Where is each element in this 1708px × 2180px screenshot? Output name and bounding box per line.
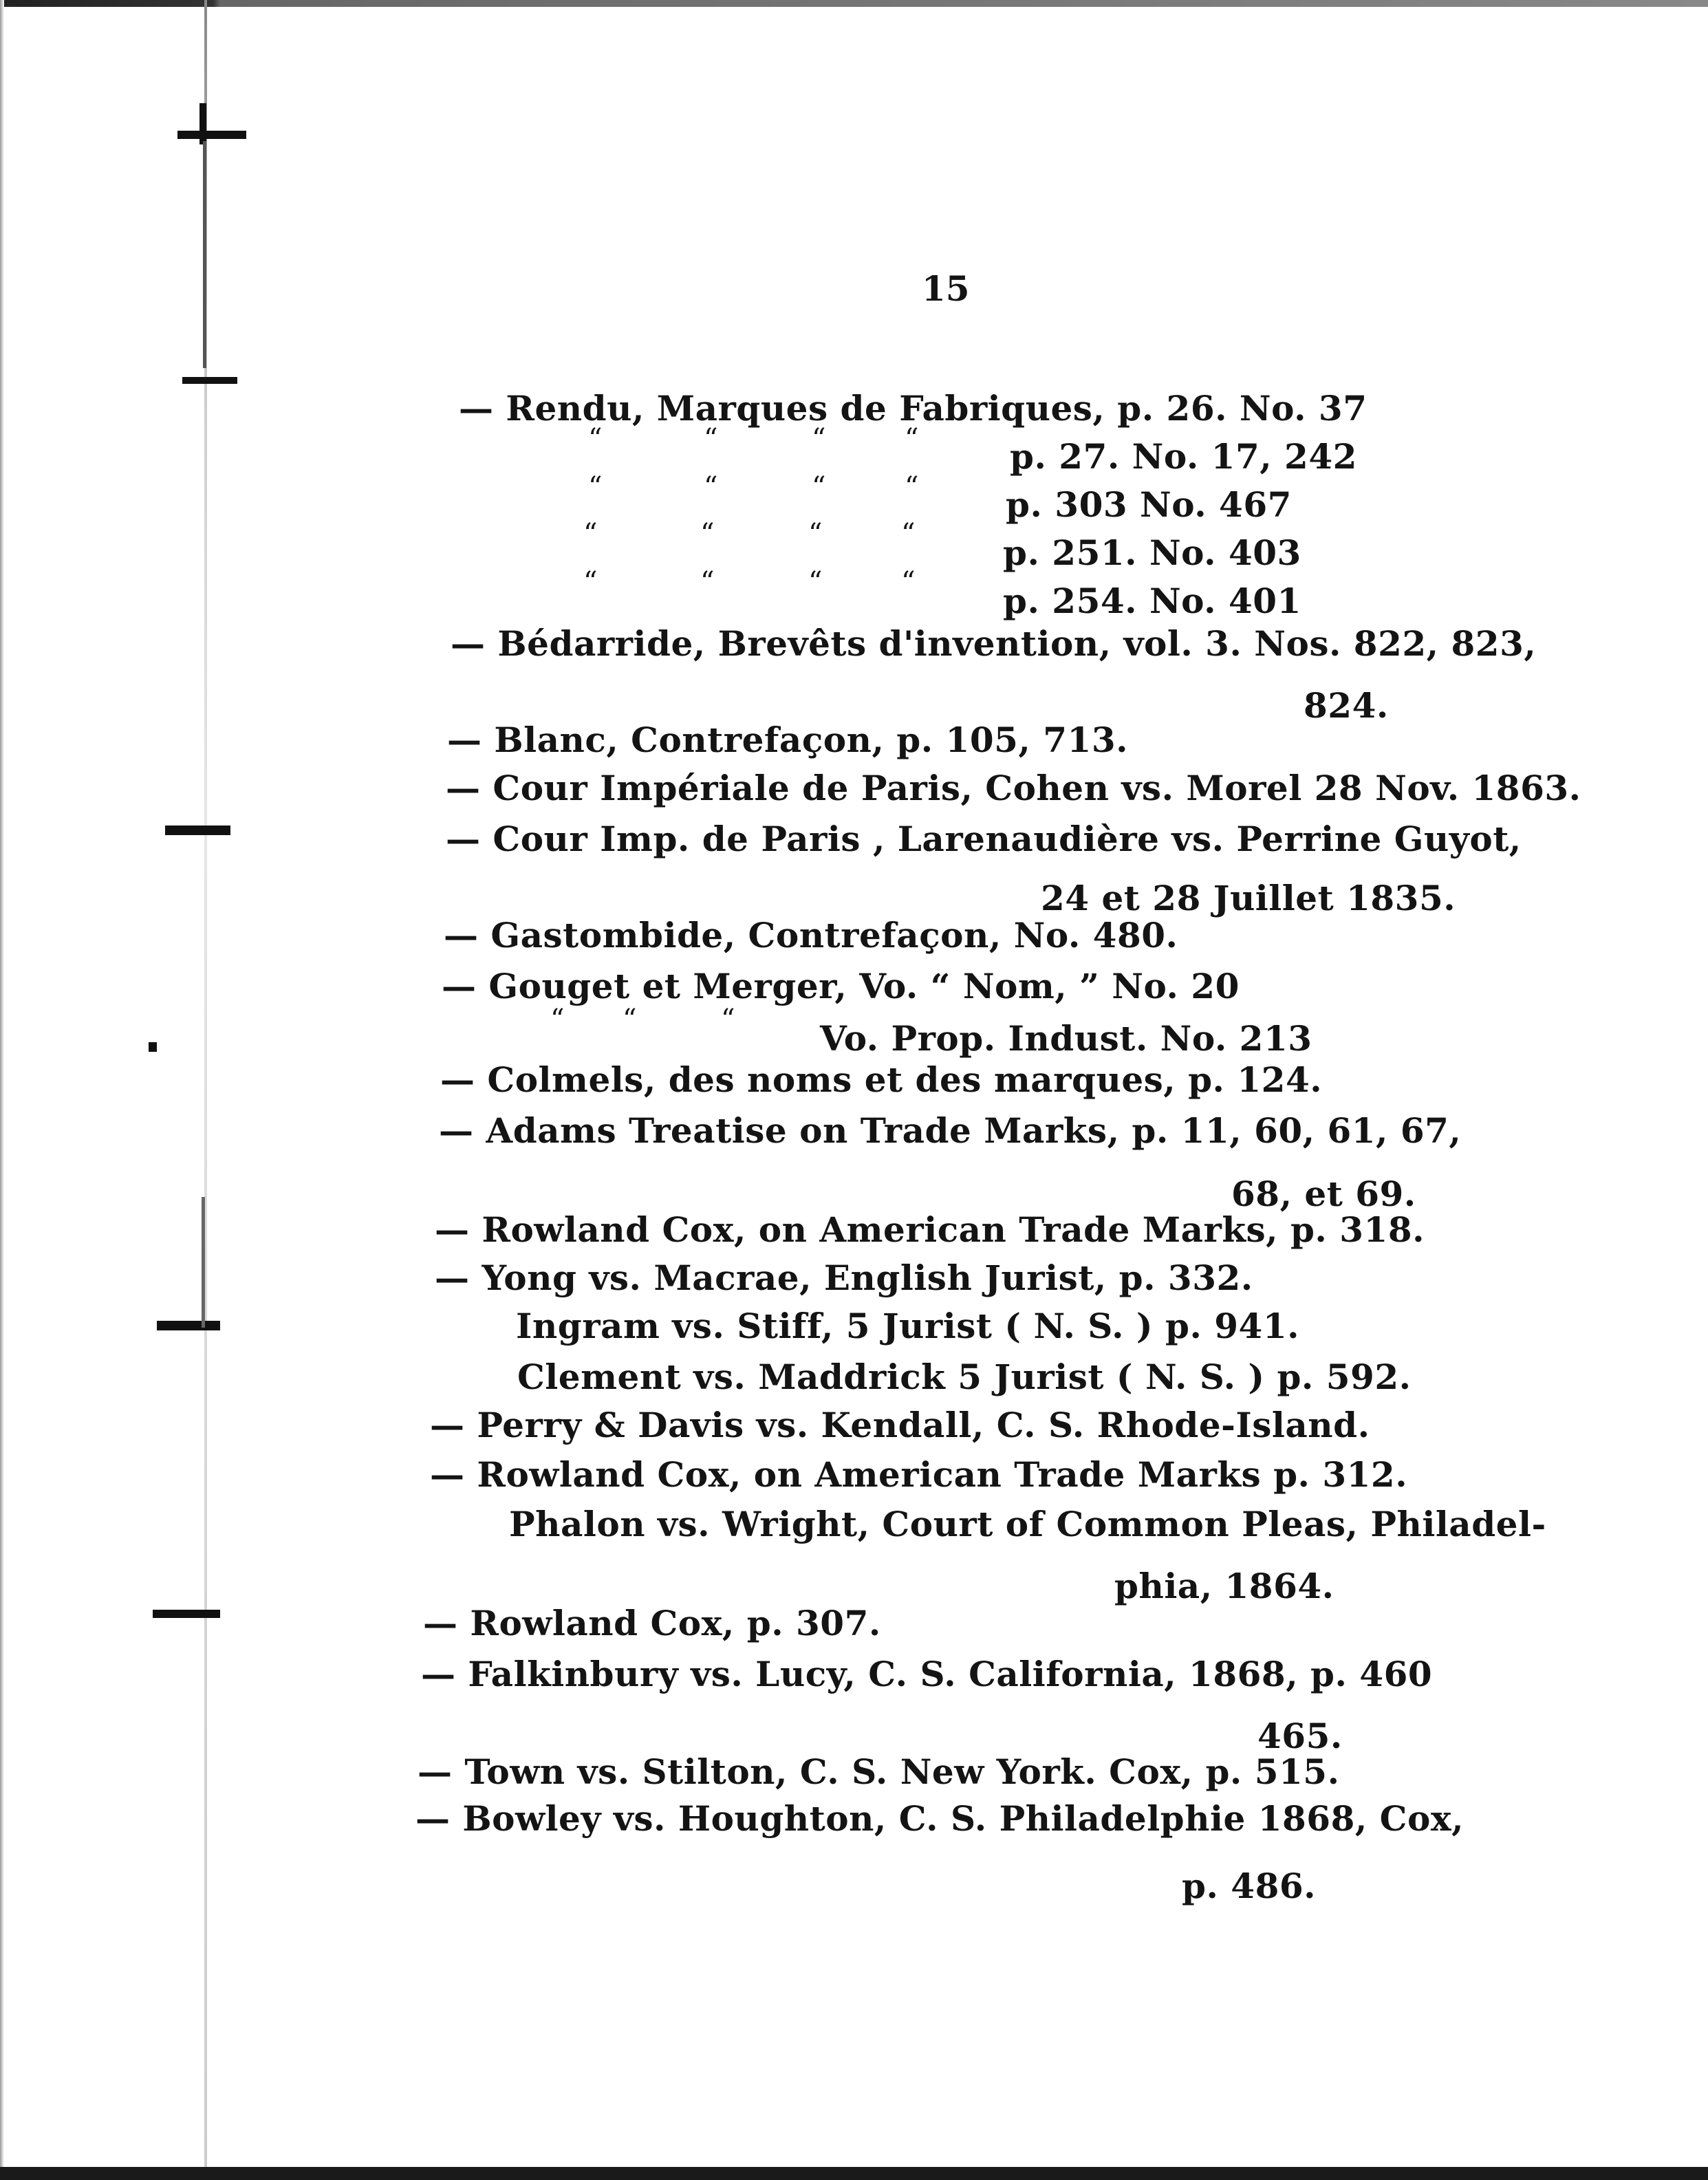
ditto-mark: “ bbox=[700, 518, 715, 550]
binding-stitch bbox=[165, 825, 230, 835]
entry-line: — Blanc, Contrefaçon, p. 105, 713. bbox=[447, 720, 1129, 760]
ditto-mark: “ bbox=[721, 1004, 735, 1035]
entry-line: — Rowland Cox, on American Trade Marks p. 312. bbox=[430, 1454, 1408, 1495]
entry-line: — Perry & Davis vs. Kendall, C. S. Rhode-Island. bbox=[430, 1405, 1370, 1445]
ditto-mark: “ bbox=[812, 471, 826, 503]
ditto-mark: “ bbox=[808, 566, 823, 598]
binding-stitch bbox=[202, 1197, 205, 1328]
entry-line: — Town vs. Stilton, C. S. New York. Cox, p. 515. bbox=[418, 1751, 1340, 1792]
entry-line: — Yong vs. Macrae, English Jurist, p. 332. bbox=[435, 1258, 1253, 1298]
ditto-mark: “ bbox=[550, 1004, 565, 1035]
entry-line: Phalon vs. Wright, Court of Common Pleas, Philadel- bbox=[509, 1504, 1546, 1544]
ditto-mark: “ bbox=[700, 566, 715, 598]
entry-line: 465. bbox=[1257, 1716, 1343, 1756]
binding-stitch bbox=[203, 141, 206, 368]
entry-line: — Rendu, Marques de Fabriques, p. 26. No. 37 bbox=[459, 388, 1368, 429]
entry-line: p. 303 No. 467 bbox=[1006, 484, 1292, 525]
entry-line: — Rowland Cox, on American Trade Marks, p. 318. bbox=[435, 1209, 1425, 1250]
ditto-mark: “ bbox=[901, 518, 916, 550]
binding-stitch bbox=[157, 1321, 220, 1330]
ditto-mark: “ bbox=[901, 566, 916, 598]
entry-line: Clement vs. Maddrick 5 Jurist ( N. S. ) p. 592. bbox=[517, 1357, 1412, 1397]
entry-line: — Bowley vs. Houghton, C. S. Philadelphie 1868, Cox, bbox=[415, 1798, 1464, 1839]
ditto-mark: “ bbox=[905, 423, 919, 455]
binding-stitch bbox=[177, 131, 246, 139]
entry-line: Ingram vs. Stiff, 5 Jurist ( N. S. ) p. 941. bbox=[516, 1306, 1300, 1346]
binding-stitch bbox=[153, 1610, 220, 1618]
entry-line: p. 27. No. 17, 242 bbox=[1010, 436, 1357, 477]
entry-line: — Gastombide, Contrefaçon, No. 480. bbox=[444, 915, 1178, 956]
entry-line: — Rowland Cox, p. 307. bbox=[423, 1603, 881, 1643]
entry-line: — Cour Imp. de Paris , Larenaudière vs. Perrine Guyot, bbox=[446, 819, 1522, 859]
entry-line: — Falkinbury vs. Lucy, C. S. California, 1868, p. 460 bbox=[421, 1654, 1433, 1694]
entry-line: — Cour Impériale de Paris, Cohen vs. Morel 28 Nov. 1863. bbox=[446, 768, 1581, 808]
ditto-mark: “ bbox=[583, 518, 598, 550]
ditto-mark: “ bbox=[588, 471, 603, 503]
entry-line: Vo. Prop. Indust. No. 213 bbox=[820, 1018, 1312, 1059]
binding-mark bbox=[149, 1042, 157, 1052]
top-scan-edge bbox=[0, 0, 1708, 7]
entry-line: — Gouget et Merger, Vo. “ Nom, ” No. 20 bbox=[442, 966, 1240, 1006]
bottom-scan-edge bbox=[0, 2167, 1708, 2180]
left-scan-edge bbox=[0, 0, 4, 2180]
page-number: 15 bbox=[922, 268, 970, 309]
entry-line: — Adams Treatise on Trade Marks, p. 11, 60, 61, 67, bbox=[439, 1110, 1462, 1151]
ditto-mark: “ bbox=[812, 423, 826, 455]
entry-line: — Colmels, des noms et des marques, p. 124. bbox=[440, 1059, 1323, 1100]
binding-stitch bbox=[182, 377, 237, 384]
entry-line: p. 486. bbox=[1182, 1866, 1317, 1906]
entry-line: 68, et 69. bbox=[1231, 1174, 1416, 1214]
ditto-mark: “ bbox=[704, 471, 718, 503]
ditto-mark: “ bbox=[588, 423, 603, 455]
ditto-mark: “ bbox=[704, 423, 718, 455]
entry-line: 824. bbox=[1304, 685, 1389, 726]
entry-line: p. 254. No. 401 bbox=[1003, 581, 1301, 621]
entry-line: p. 251. No. 403 bbox=[1003, 532, 1301, 573]
ditto-mark: “ bbox=[905, 471, 919, 503]
entry-line: phia, 1864. bbox=[1114, 1566, 1334, 1606]
entry-line: — Bédarride, Brevêts d'invention, vol. 3. Nos. 822, 823, bbox=[451, 623, 1537, 664]
ditto-mark: “ bbox=[583, 566, 598, 598]
entry-line: 24 et 28 Juillet 1835. bbox=[1041, 878, 1456, 918]
ditto-mark: “ bbox=[808, 518, 823, 550]
binding-stitch bbox=[199, 103, 206, 144]
ditto-mark: “ bbox=[623, 1004, 637, 1035]
